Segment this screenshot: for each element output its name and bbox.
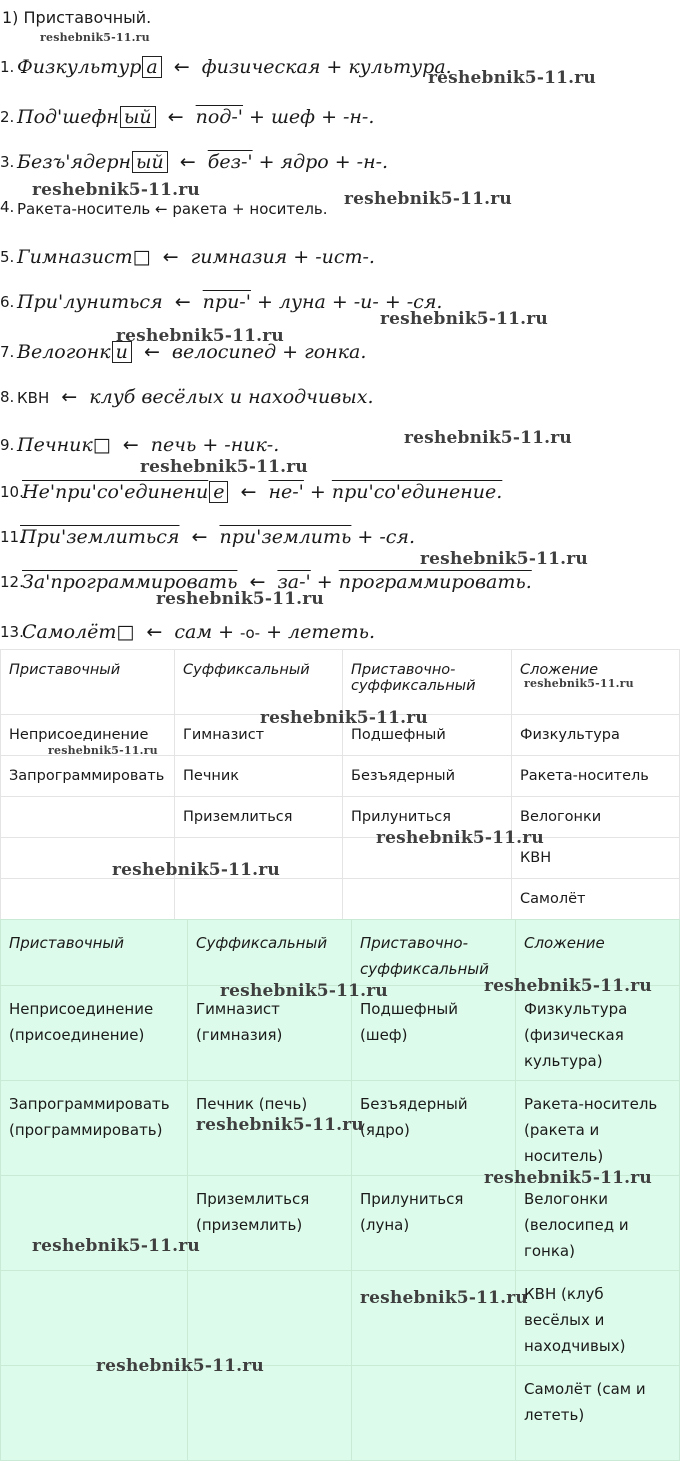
- analysis-row-10: [0, 475, 680, 505]
- row-formula: Ракета-носитель ← ракета + носитель.: [17, 200, 328, 218]
- table-cell: [1, 1271, 188, 1366]
- watermark: reshebnik5-11.ru: [404, 428, 572, 448]
- row-formula: Не'при'со'единени е ← не-' + при'со'единение.: [22, 481, 503, 503]
- table-cell: Запрограммировать: [1, 756, 175, 797]
- watermark: reshebnik5-11.ru: [48, 744, 158, 757]
- row-formula: Печник□ ← печь + -ник-.: [17, 434, 280, 456]
- watermark: reshebnik5-11.ru: [32, 180, 200, 200]
- ending-box: ый: [120, 106, 156, 128]
- analysis-row-5: [0, 240, 680, 270]
- watermark: reshebnik5-11.ru: [112, 860, 280, 880]
- row-number: 13.: [0, 623, 24, 641]
- table-cell: Физкультура (физическая культура): [516, 986, 680, 1081]
- row-number: 12.: [0, 573, 24, 591]
- table-cell: [175, 879, 343, 920]
- watermark: reshebnik5-11.ru: [96, 1356, 264, 1376]
- row-formula: Самолёт□ ← сам + -о- + лететь.: [22, 621, 375, 643]
- table-row: [1, 797, 680, 838]
- table-cell: Ракета-носитель (ракета и носитель): [516, 1081, 680, 1176]
- ending-box: и: [112, 341, 132, 363]
- row-number: 7.: [0, 343, 15, 361]
- arrow-symbol: ←: [173, 56, 190, 78]
- table-row: [1, 1271, 680, 1366]
- table-cell: Приземлиться: [175, 797, 343, 838]
- row-formula: За'программировать ← за-' + программировать.: [22, 571, 532, 593]
- table-cell: Неприсоединение (присоединение): [1, 986, 188, 1081]
- row-formula: Безъ'ядерн ый ← без-' + ядро + -н-.: [17, 151, 389, 173]
- table-cell: [1, 1176, 188, 1271]
- analysis-row-3: [0, 145, 680, 175]
- ending-box: а: [142, 56, 161, 78]
- analysis-row-6: [0, 285, 680, 315]
- table-cell: [343, 879, 512, 920]
- watermark: reshebnik5-11.ru: [420, 549, 588, 569]
- table-cell: Прилуниться (луна): [352, 1176, 516, 1271]
- table-cell: [1, 1366, 188, 1461]
- row-number: 4.: [0, 198, 15, 216]
- watermark: reshebnik5-11.ru: [156, 589, 324, 609]
- row-formula: КВН ← клуб весёлых и находчивых.: [17, 386, 374, 408]
- ending-box: ый: [132, 151, 168, 173]
- watermark: reshebnik5-11.ru: [344, 189, 512, 209]
- row-number: 3.: [0, 153, 15, 171]
- table-cell: Самолёт (сам и лететь): [516, 1366, 680, 1461]
- table-cell: Печник (печь): [188, 1081, 352, 1176]
- table-header-cell: Сложение: [512, 650, 680, 715]
- table-cell: КВН: [512, 838, 680, 879]
- watermark: reshebnik5-11.ru: [196, 1115, 364, 1135]
- table-cell: Гимназист (гимназия): [188, 986, 352, 1081]
- watermark: reshebnik5-11.ru: [524, 677, 634, 690]
- table-cell: Физкультура: [512, 715, 680, 756]
- row-formula: Гимназист□ ← гимназия + -ист-.: [17, 246, 375, 268]
- watermark: reshebnik5-11.ru: [428, 68, 596, 88]
- table-cell: Велогонки (велосипед и гонка): [516, 1176, 680, 1271]
- analysis-row-12: [0, 565, 680, 595]
- row-number: 11.: [0, 528, 24, 546]
- watermark: reshebnik5-11.ru: [360, 1288, 528, 1308]
- table-header-cell: Суффиксальный: [175, 650, 343, 715]
- table-header-cell: Сложение: [516, 920, 680, 986]
- table-cell: [188, 1271, 352, 1366]
- table-cell: Подшефный (шеф): [352, 986, 516, 1081]
- row-number: 1.: [0, 58, 15, 76]
- watermark: reshebnik5-11.ru: [376, 828, 544, 848]
- analysis-row-13: [0, 615, 680, 645]
- row-number: 8.: [0, 388, 15, 406]
- table-cell: Велогонки: [512, 797, 680, 838]
- table-header-cell: Приставочно-суффиксальный: [343, 650, 512, 715]
- table-cell: Самолёт: [512, 879, 680, 920]
- analysis-row-8: [0, 380, 680, 410]
- table-header-cell: Суффиксальный: [188, 920, 352, 986]
- watermark: reshebnik5-11.ru: [484, 976, 652, 996]
- table-cell: КВН (клуб весёлых и находчивых): [516, 1271, 680, 1366]
- row-number: 10.: [0, 483, 24, 501]
- row-number: 9.: [0, 436, 15, 454]
- row-number: 6.: [0, 293, 15, 311]
- table-header-cell: Приставочно-суффиксальный: [352, 920, 516, 986]
- table-cell: Безъядерный (ядро): [352, 1081, 516, 1176]
- row-formula: При'землиться ← при'землить + -ся.: [20, 526, 416, 548]
- watermark: reshebnik5-11.ru: [116, 326, 284, 346]
- watermark: reshebnik5-11.ru: [40, 31, 150, 44]
- table-cell: [188, 1366, 352, 1461]
- table-header-cell: Приставочный: [1, 920, 188, 986]
- table-cell: Печник: [175, 756, 343, 797]
- table-header-cell: Приставочный: [1, 650, 175, 715]
- table-cell: [1, 879, 175, 920]
- table-row: [1, 756, 680, 797]
- table-row: [1, 1366, 680, 1461]
- section-heading: 1) Приставочный.: [2, 8, 152, 27]
- analysis-row-11: [0, 520, 680, 550]
- row-formula: Физкультур а ← физическая + культура.: [17, 56, 452, 78]
- analysis-row-9: [0, 428, 680, 458]
- table-cell: Подшефный: [343, 715, 512, 756]
- row-formula: Под'шефн ый ← под-' + шеф + -н-.: [17, 106, 375, 128]
- watermark: reshebnik5-11.ru: [140, 457, 308, 477]
- table-cell: [352, 1366, 516, 1461]
- row-number: 5.: [0, 248, 15, 266]
- watermark: reshebnik5-11.ru: [380, 309, 548, 329]
- watermark: reshebnik5-11.ru: [32, 1236, 200, 1256]
- table-cell: Приземлиться (приземлить): [188, 1176, 352, 1271]
- table-cell: Безъядерный: [343, 756, 512, 797]
- watermark: reshebnik5-11.ru: [220, 981, 388, 1001]
- watermark: reshebnik5-11.ru: [484, 1168, 652, 1188]
- table-cell: Ракета-носитель: [512, 756, 680, 797]
- table-cell: [352, 1271, 516, 1366]
- table-cell: Прилуниться: [343, 797, 512, 838]
- row-formula: При'луниться ← при-' + луна + -и- + -ся.: [17, 291, 443, 313]
- ending-box: е: [209, 481, 228, 503]
- table-cell: Запрограммировать (программировать): [1, 1081, 188, 1176]
- table-row: [1, 1176, 680, 1271]
- table-cell: [1, 797, 175, 838]
- watermark: reshebnik5-11.ru: [260, 708, 428, 728]
- analysis-row-2: [0, 100, 680, 130]
- table-cell: Неприсоединение: [1, 715, 175, 756]
- analysis-row-7: [0, 335, 680, 365]
- table-row: [1, 838, 680, 879]
- table-row: [1, 879, 680, 920]
- row-number: 2.: [0, 108, 15, 126]
- row-formula: Велогонк и ← велосипед + гонка.: [17, 341, 367, 363]
- table-cell: Гимназист: [175, 715, 343, 756]
